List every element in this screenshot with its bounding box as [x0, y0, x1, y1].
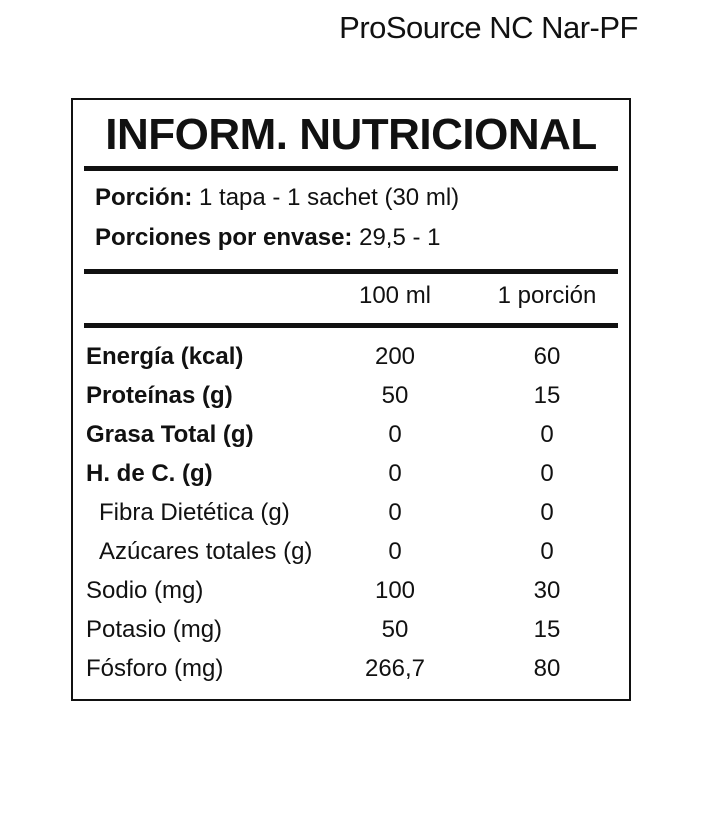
nutrient-name: Grasa Total (g)	[86, 421, 254, 448]
value-per-100ml: 0	[388, 421, 402, 448]
value-per-serving: 15	[533, 616, 561, 643]
panel-title: INFORM. NUTRICIONAL	[105, 110, 597, 159]
product-name: ProSource NC Nar-PF	[339, 10, 638, 45]
value-per-serving: 0	[540, 460, 554, 487]
value-per-100ml: 0	[388, 538, 402, 565]
nutrient-name: Sodio (mg)	[86, 577, 204, 604]
nutrient-name: Fósforo (mg)	[86, 655, 224, 682]
value-per-100ml: 0	[388, 460, 402, 487]
value-per-serving: 15	[533, 382, 561, 409]
value-per-serving: 0	[540, 499, 554, 526]
nutrient-name: H. de C. (g)	[86, 460, 213, 487]
serving-size-value: 1 tapa - 1 sachet (30 ml)	[199, 184, 460, 211]
value-per-serving: 80	[533, 655, 561, 682]
value-per-100ml: 50	[381, 616, 409, 643]
value-per-100ml: 266,7	[364, 655, 426, 682]
table-row	[73, 418, 629, 457]
value-per-100ml: 100	[374, 577, 416, 604]
nutrient-name: Potasio (mg)	[86, 616, 223, 643]
nutrition-facts-panel	[71, 98, 631, 701]
table-row	[73, 574, 629, 613]
value-per-100ml: 200	[374, 343, 416, 370]
table-row	[73, 535, 629, 574]
header-divider	[84, 323, 618, 328]
nutrient-table	[73, 340, 629, 691]
table-row	[73, 340, 629, 379]
value-per-serving: 0	[540, 421, 554, 448]
nutrient-name: Proteínas (g)	[86, 382, 233, 409]
servings-per-container-label: Porciones por envase:	[95, 224, 353, 251]
value-per-100ml: 0	[388, 499, 402, 526]
value-per-serving: 60	[533, 343, 561, 370]
serving-divider	[84, 269, 618, 274]
column-header-serving: 1 porción	[497, 282, 597, 309]
nutrient-name: Azúcares totales (g)	[99, 538, 313, 565]
table-row	[73, 496, 629, 535]
column-header-100ml: 100 ml	[358, 282, 432, 309]
value-per-serving: 0	[540, 538, 554, 565]
nutrient-name: Energía (kcal)	[86, 343, 244, 370]
table-row	[73, 457, 629, 496]
title-divider	[84, 166, 618, 171]
serving-size	[95, 184, 459, 212]
serving-size-label: Porción:	[95, 184, 193, 211]
table-row	[73, 379, 629, 418]
value-per-serving: 30	[533, 577, 561, 604]
servings-per-container-value: 29,5 - 1	[359, 224, 441, 251]
nutrient-name: Fibra Dietética (g)	[99, 499, 290, 526]
table-row	[73, 613, 629, 652]
servings-per-container	[95, 224, 441, 252]
value-per-100ml: 50	[381, 382, 409, 409]
table-row	[73, 652, 629, 691]
